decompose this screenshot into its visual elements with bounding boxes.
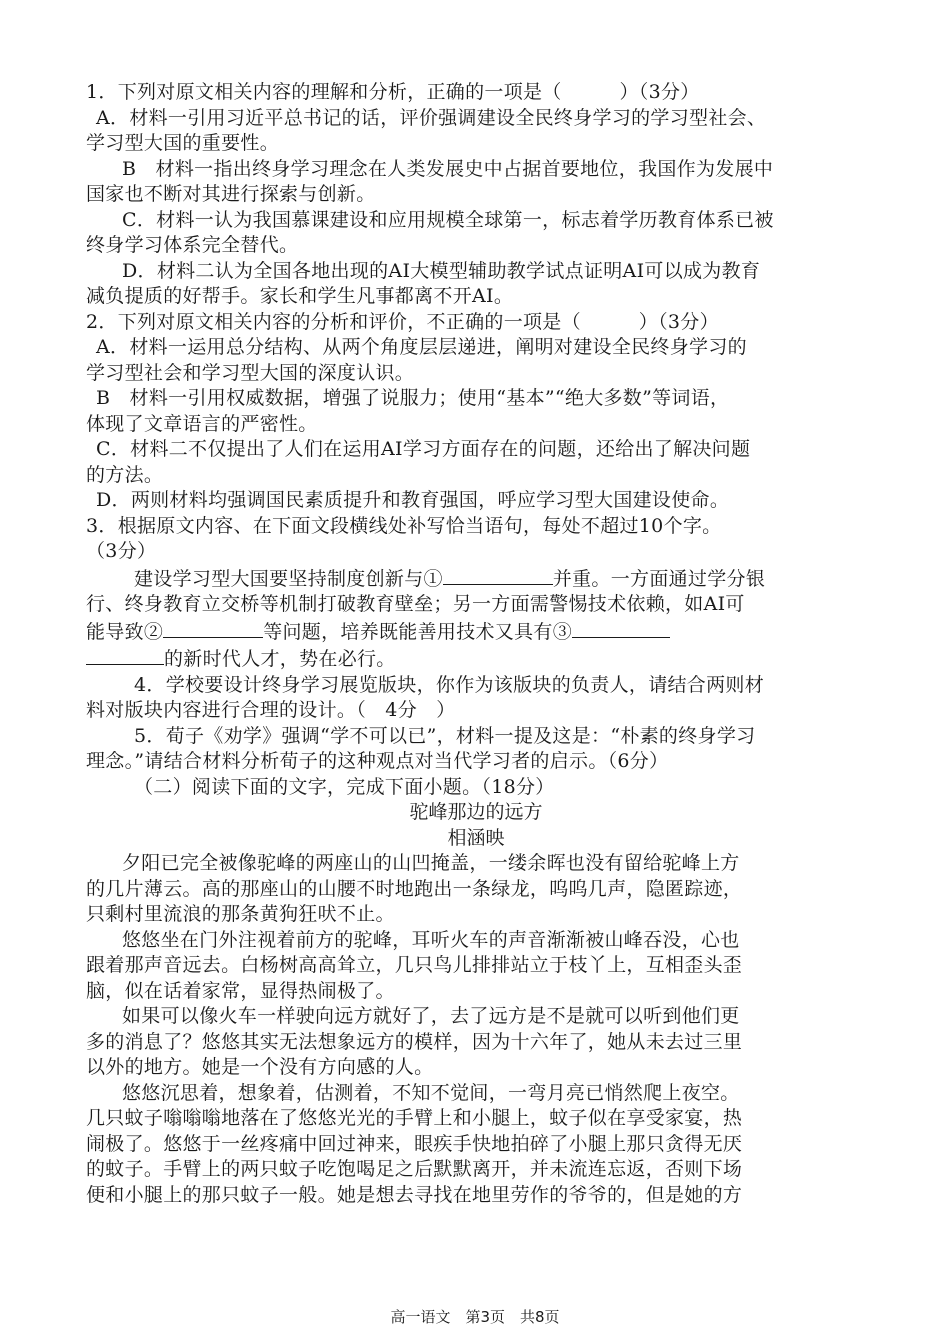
q1-option-b-line2: 国家也不断对其进行探索与创新。 bbox=[86, 183, 376, 205]
story-paragraph-2 bbox=[86, 928, 866, 1005]
answer-blank-2[interactable] bbox=[163, 618, 263, 638]
answer-blank-1[interactable] bbox=[443, 565, 553, 585]
q3-text-3b: 等问题，培养既能善用技术又具有③ bbox=[263, 620, 573, 643]
q2-option-a-line1: A．材料一运用总分结构、从两个角度层层递进，阐明对建设全民终身学习的 bbox=[96, 336, 747, 358]
q1-option-a-line1: A．材料一引用习近平总书记的话，评价强调建设全民终身学习的学习型社会、 bbox=[96, 106, 767, 129]
story-line: 跟着那声音远去。白杨树高高耸立，几只鸟儿排排站立于枝丫上，互相歪头歪 bbox=[86, 954, 743, 976]
story-line: 多的消息了？悠悠其实无法想象远方的模样，因为十六年了，她从未去过三里 bbox=[86, 1030, 743, 1053]
q2-option-b-line1: B 材料一引用权威数据，增强了说服力；使用“基本”“绝大多数”等词语， bbox=[96, 387, 730, 409]
page-footer: 高一语文 第3页 共8页 bbox=[390, 1308, 560, 1326]
story-line: 以外的地方。她是一个没有方向感的人。 bbox=[86, 1056, 434, 1078]
q1-option-b-line1: B 材料一指出终身学习理念在人类发展史中占据首要地位，我国作为发展中 bbox=[122, 157, 774, 180]
q3-text-3a: 能导致② bbox=[86, 620, 164, 643]
story-title: 驼峰那边的远方 bbox=[409, 801, 543, 823]
q1-option-c-line2: 终身学习体系完全替代。 bbox=[86, 234, 299, 256]
answer-blank-3-part2[interactable] bbox=[86, 645, 164, 665]
q3-passage-line3 bbox=[86, 618, 866, 646]
q3-stem: 3．根据原文内容、在下面文段横线处补写恰当语句，每处不超过10个字。 bbox=[86, 514, 722, 537]
q4-line2: 料对版块内容进行合理的设计。（ 4分 ） bbox=[86, 699, 456, 721]
q1-option-a-line2: 学习型大国的重要性。 bbox=[86, 132, 280, 154]
story-line: 只剩村里流浪的那条黄狗狂吠不止。 bbox=[86, 903, 395, 925]
story-line: 如果可以像火车一样驶向远方就好了，去了远方是不是就可以听到他们更 bbox=[122, 1005, 740, 1027]
q2-option-b-line2: 体现了文章语言的严密性。 bbox=[86, 412, 318, 435]
q3-score: （3分） bbox=[86, 540, 157, 562]
story-line: 闹极了。悠悠于一丝疼痛中回过神来，眼疾手快地拍碎了小腿上那只贪得无厌 bbox=[86, 1132, 743, 1155]
q5-line2: 理念。”请结合材料分析荀子的这种观点对当代学习者的启示。（6分） bbox=[86, 750, 669, 772]
q3-passage-line4 bbox=[86, 645, 866, 673]
story-paragraph-3 bbox=[86, 1004, 866, 1081]
q2-stem: 2．下列对原文相关内容的分析和评价，不正确的一项是（ ）（3分） bbox=[86, 310, 719, 333]
q2-option-c-line2: 的方法。 bbox=[86, 463, 164, 486]
q1-stem: 1．下列对原文相关内容的理解和分析，正确的一项是（ ）（3分） bbox=[86, 81, 700, 103]
story-line: 脑，似在话着家常，显得热闹极了。 bbox=[86, 979, 395, 1002]
q1-option-d-line1: D．材料二认为全国各地出现的AI大模型辅助教学试点证明AI可以成为教育 bbox=[122, 259, 761, 282]
story-line: 悠悠沉思着，想象着，估测着，不知不觉间，一弯月亮已悄然爬上夜空。 bbox=[122, 1081, 740, 1104]
q5-line1: 5．荀子《劝学》强调“学不可以已”，材料一提及这是：“朴素的终身学习 bbox=[134, 724, 756, 747]
q3-text-1b: 并重。一方面通过学分银 bbox=[552, 567, 766, 590]
story-line: 几只蚊子嗡嗡嗡地落在了悠悠光光的手臂上和小腿上，蚊子似在享受家宴，热 bbox=[86, 1107, 743, 1129]
story-line: 便和小腿上的那只蚊子一般。她是想去寻找在地里劳作的爷爷的，但是她的方 bbox=[86, 1183, 743, 1206]
q2-option-d-line1: D．两则材料均强调国民素质提升和教育强国，呼应学习型大国建设使命。 bbox=[96, 489, 730, 511]
answer-blank-3-part1[interactable] bbox=[572, 618, 670, 638]
q3-text-4b: 的新时代人才，势在必行。 bbox=[164, 648, 396, 670]
story-line: 悠悠坐在门外注视着前方的驼峰，耳听火车的声音渐渐被山峰吞没，心也 bbox=[122, 928, 740, 951]
q4-line1: 4．学校要设计终身学习展览版块，你作为该版块的负责人，请结合两则材 bbox=[134, 673, 764, 696]
story-paragraph-1 bbox=[86, 851, 866, 928]
q3-passage-line2: 行、终身教育立交桥等机制打破教育壁垒；另一方面需警惕技术依赖，如AI可 bbox=[86, 593, 745, 615]
story-line: 的几片薄云。高的那座山的山腰不时地跑出一条绿龙，呜呜几声，隐匿踪迹， bbox=[86, 877, 743, 900]
story-author: 相涵映 bbox=[447, 826, 505, 849]
story-line: 的蚊子。手臂上的两只蚊子吃饱喝足之后默默离开，并未流连忘返，否则下场 bbox=[86, 1158, 743, 1180]
section-2-heading: （二）阅读下面的文字，完成下面小题。（18分） bbox=[134, 775, 555, 798]
q2-option-c-line1: C．材料二不仅提出了人们在运用AI学习方面存在的问题，还给出了解决问题 bbox=[96, 438, 751, 460]
story-paragraph-4 bbox=[86, 1081, 866, 1209]
story-line: 夕阳已完全被像驼峰的两座山的山凹掩盖，一缕余晖也没有留给驼峰上方 bbox=[122, 852, 740, 874]
q1-option-d-line2: 减负提质的好帮手。家长和学生凡事都离不开AI。 bbox=[86, 285, 514, 307]
q1-option-c-line1: C．材料一认为我国慕课建设和应用规模全球第一，标志着学历教育体系已被 bbox=[122, 208, 774, 231]
q2-option-a-line2: 学习型社会和学习型大国的深度认识。 bbox=[86, 361, 415, 384]
exam-page bbox=[86, 80, 866, 1208]
q3-passage-line1 bbox=[86, 565, 866, 593]
q3-text-1a: 建设学习型大国要坚持制度创新与① bbox=[134, 567, 443, 590]
